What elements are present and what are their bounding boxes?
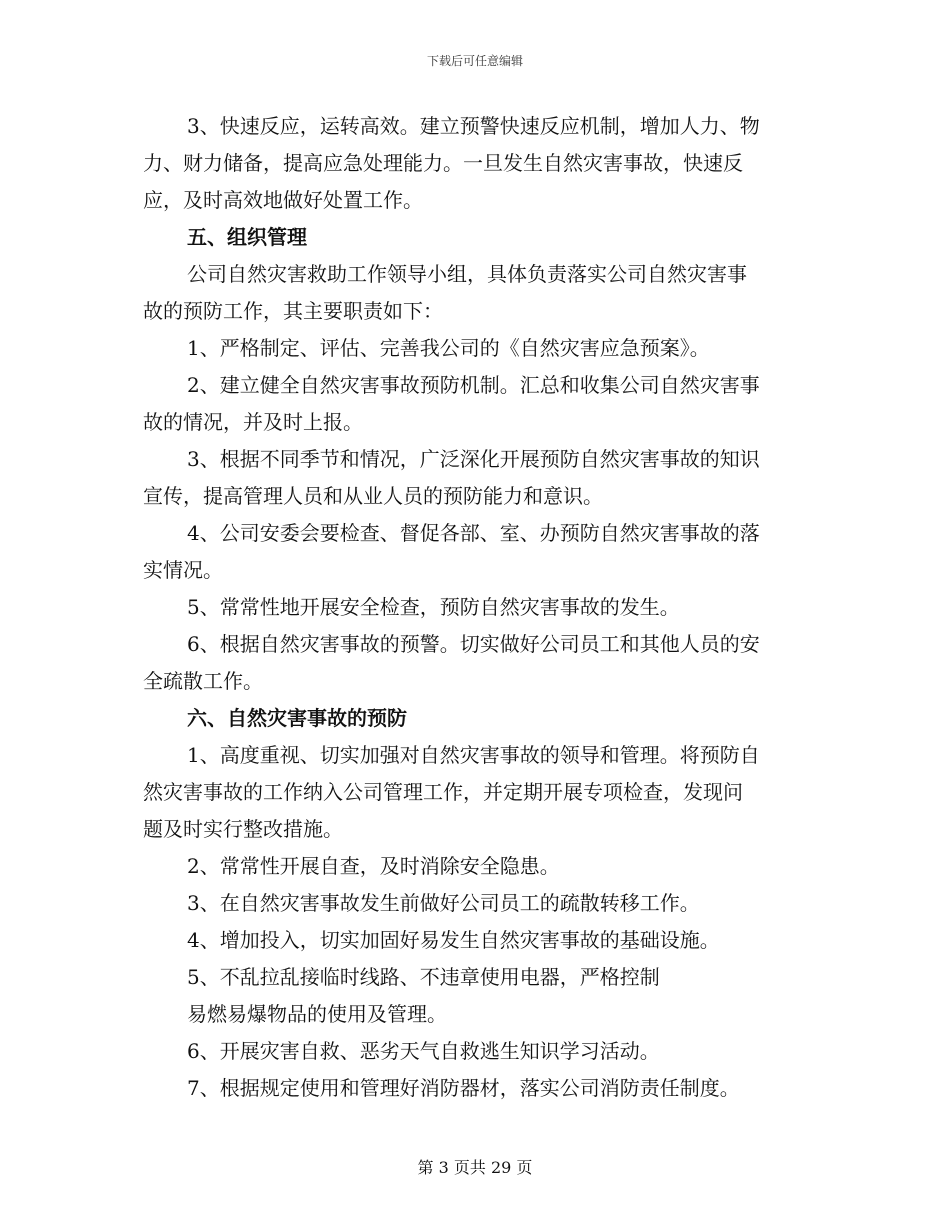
text-line: 6、开展灾害自救、恶劣天气自救逃生知识学习活动。 <box>187 1039 660 1063</box>
text-line: 力、财力储备，提高应急处理能力。一旦发生自然灾害事故，快速反 <box>143 151 743 175</box>
text-line: 全疏散工作。 <box>143 669 263 693</box>
text-line: 故的情况，并及时上报。 <box>143 410 363 434</box>
page-footer: 第 3 页共 29 页 <box>417 1158 533 1177</box>
text-line: 4、公司安委会要检查、督促各部、室、办预防自然灾害事故的落 <box>187 521 760 545</box>
text-line: 3、在自然灾害事故发生前做好公司员工的疏散转移工作。 <box>187 891 700 915</box>
page-header: 下载后可任意编辑 <box>426 54 523 68</box>
text-line: 实情况。 <box>143 558 223 582</box>
text-line: 7、根据规定使用和管理好消防器材，落实公司消防责任制度。 <box>187 1076 740 1100</box>
document-body <box>143 108 811 1107</box>
text-line: 公司自然灾害救助工作领导小组，具体负责落实公司自然灾害事 <box>187 262 747 286</box>
text-line: 5、常常性地开展安全检查，预防自然灾害事故的发生。 <box>187 595 680 619</box>
text-line: 4、增加投入，切实加固好易发生自然灾害事故的基础设施。 <box>187 928 720 952</box>
text-line: 2、常常性开展自查，及时消除安全隐患。 <box>187 854 560 878</box>
text-line: 5、不乱拉乱接临时线路、不违章使用电器，严格控制 <box>187 965 660 989</box>
text-line: 2、建立健全自然灾害事故预防机制。汇总和收集公司自然灾害事 <box>187 373 760 397</box>
text-line: 然灾害事故的工作纳入公司管理工作，并定期开展专项检查，发现问 <box>143 780 743 804</box>
section-heading: 六、自然灾害事故的预防 <box>187 706 407 730</box>
section-heading: 五、组织管理 <box>187 225 307 249</box>
text-line: 6、根据自然灾害事故的预警。切实做好公司员工和其他人员的安 <box>187 632 760 656</box>
text-line: 1、高度重视、切实加强对自然灾害事故的领导和管理。将预防自 <box>187 743 760 767</box>
text-line: 1、严格制定、评估、完善我公司的《自然灾害应急预案》。 <box>187 336 710 360</box>
text-line: 故的预防工作，其主要职责如下： <box>143 299 443 323</box>
text-line: 3、快速反应，运转高效。建立预警快速反应机制，增加人力、物 <box>187 114 760 138</box>
text-line: 题及时实行整改措施。 <box>143 817 343 841</box>
text-line: 应，及时高效地做好处置工作。 <box>143 188 423 212</box>
text-line: 宣传，提高管理人员和从业人员的预防能力和意识。 <box>143 484 603 508</box>
text-line: 3、根据不同季节和情况，广泛深化开展预防自然灾害事故的知识 <box>187 447 760 471</box>
text-line: 易燃易爆物品的使用及管理。 <box>187 1002 447 1026</box>
